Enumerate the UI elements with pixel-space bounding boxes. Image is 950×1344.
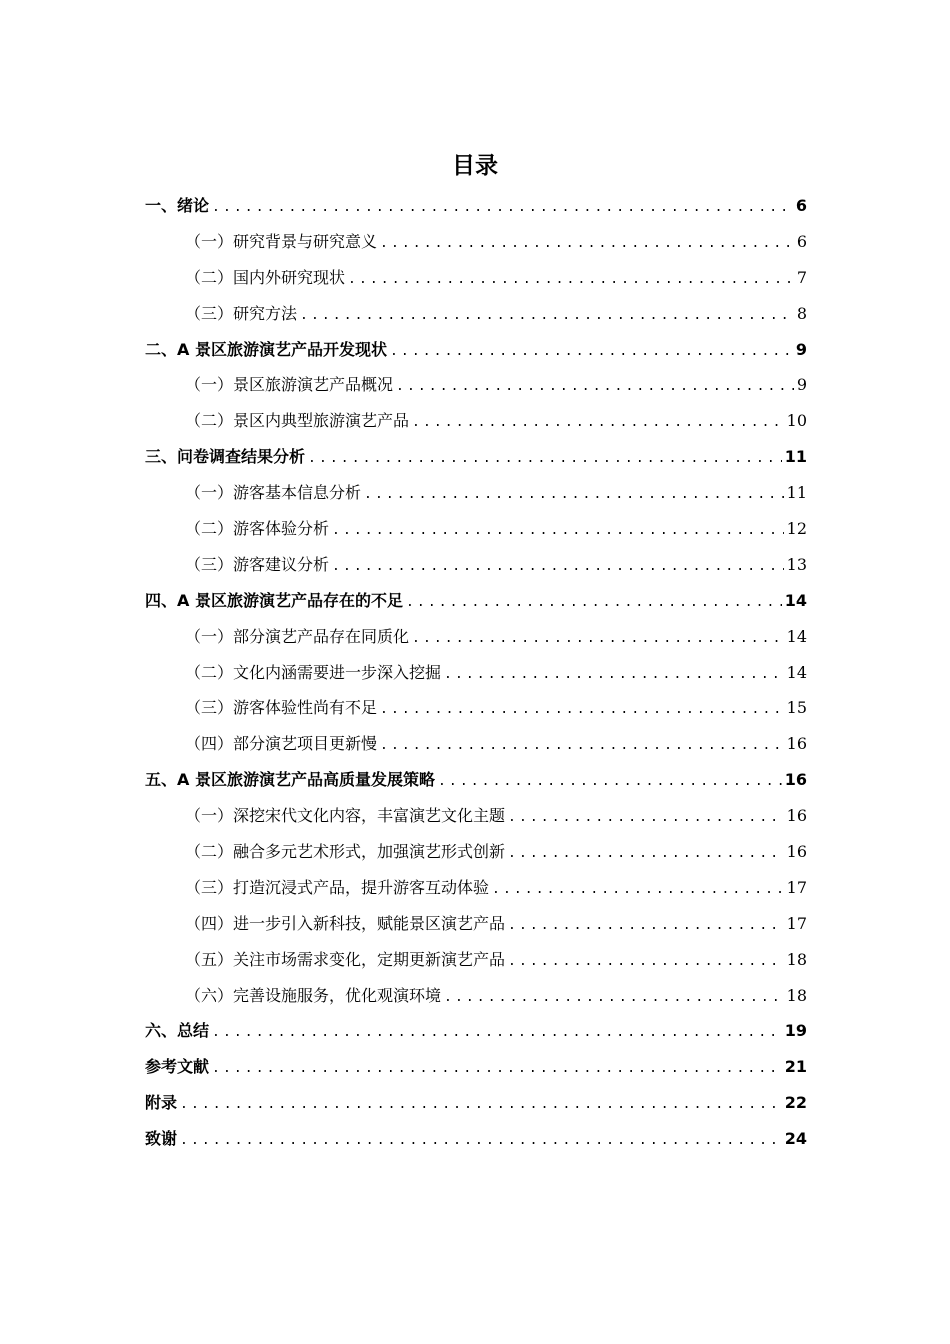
toc-entry-page-number: 14 xyxy=(786,626,807,646)
toc-entry-label: 附录 xyxy=(145,1093,178,1113)
toc-entry-page-number: 17 xyxy=(786,877,807,897)
toc-dot-leader xyxy=(380,226,794,260)
toc-entry-page-number: 8 xyxy=(796,303,807,323)
toc-dot-leader xyxy=(412,621,784,655)
toc-entry-page-number: 16 xyxy=(786,734,807,754)
toc-dot-leader xyxy=(396,369,794,403)
toc-entry[interactable] xyxy=(145,834,807,870)
toc-entry-label: （一）研究背景与研究意义 xyxy=(185,231,378,251)
toc-entry-page-number: 14 xyxy=(784,590,807,610)
toc-dot-leader xyxy=(180,1123,782,1157)
toc-entry[interactable] xyxy=(145,655,807,691)
toc-dot-leader xyxy=(332,549,784,583)
toc-entry-label: （二）融合多元艺术形式，加强演艺形式创新 xyxy=(185,842,506,862)
toc-entry[interactable] xyxy=(145,439,807,475)
toc-entry[interactable] xyxy=(145,583,807,619)
toc-entry[interactable] xyxy=(145,547,807,583)
toc-entry-label: （三）游客建议分析 xyxy=(185,554,330,574)
toc-dot-leader xyxy=(406,585,782,619)
toc-dot-leader xyxy=(212,1051,782,1085)
toc-entry[interactable] xyxy=(145,942,807,978)
toc-dot-leader xyxy=(380,728,784,762)
toc-title: 目录 xyxy=(452,153,498,179)
toc-entry[interactable] xyxy=(145,475,807,511)
toc-dot-leader xyxy=(180,1087,782,1121)
toc-dot-leader xyxy=(380,692,784,726)
toc-entry-page-number: 16 xyxy=(786,806,807,826)
toc-entry-label: 四、A 景区旅游演艺产品存在的不足 xyxy=(145,590,403,610)
toc-entry-label: （五）关注市场需求变化，定期更新演艺产品 xyxy=(185,949,506,969)
toc-entry-page-number: 18 xyxy=(786,949,807,969)
toc-entry-page-number: 19 xyxy=(784,1021,807,1041)
toc-entry-label: 六、总结 xyxy=(145,1021,210,1041)
toc-dot-leader xyxy=(308,441,782,475)
toc-entry-page-number: 9 xyxy=(796,375,807,395)
toc-entry[interactable] xyxy=(145,726,807,762)
toc-dot-leader xyxy=(390,334,793,368)
toc-entry-label: （三）研究方法 xyxy=(185,303,298,323)
toc-entry[interactable] xyxy=(145,690,807,726)
toc-entry-page-number: 7 xyxy=(796,267,807,287)
toc-entry-page-number: 11 xyxy=(784,447,807,467)
toc-entry-page-number: 22 xyxy=(784,1093,807,1113)
toc-entry[interactable] xyxy=(145,1121,807,1157)
toc-entry-page-number: 14 xyxy=(786,662,807,682)
toc-dot-leader xyxy=(492,872,784,906)
toc-dot-leader xyxy=(212,1015,782,1049)
toc-entry[interactable] xyxy=(145,260,807,296)
toc-entry-label: （三）游客体验性尚有不足 xyxy=(185,698,378,718)
toc-entry-page-number: 15 xyxy=(786,698,807,718)
toc-entry-page-number: 21 xyxy=(784,1057,807,1077)
toc-dot-leader xyxy=(508,800,784,834)
toc-dot-leader xyxy=(332,513,784,547)
toc-entry-label: （一）游客基本信息分析 xyxy=(185,483,362,503)
toc-entry-label: （一）深挖宋代文化内容，丰富演艺文化主题 xyxy=(185,806,506,826)
toc-dot-leader xyxy=(212,190,793,224)
toc-entry[interactable] xyxy=(145,367,807,403)
toc-entry[interactable] xyxy=(145,1013,807,1049)
toc-entry-label: （三）打造沉浸式产品，提升游客互动体验 xyxy=(185,877,490,897)
toc-entry[interactable] xyxy=(145,332,807,368)
toc-entry[interactable] xyxy=(145,511,807,547)
toc-entry-label: （四）进一步引入新科技，赋能景区演艺产品 xyxy=(185,913,506,933)
toc-dot-leader xyxy=(508,944,784,978)
toc-dot-leader xyxy=(444,980,784,1014)
toc-entry-label: 一、绪论 xyxy=(145,196,210,215)
toc-dot-leader xyxy=(508,836,784,870)
toc-entry[interactable] xyxy=(145,978,807,1014)
toc-entry-page-number: 17 xyxy=(786,913,807,933)
toc-entry[interactable] xyxy=(145,1085,807,1121)
toc-entry-page-number: 16 xyxy=(784,770,807,790)
toc-dot-leader xyxy=(348,262,794,296)
toc-entry-label: （六）完善设施服务，优化观演环境 xyxy=(185,985,442,1005)
toc-entry-page-number: 12 xyxy=(786,519,807,539)
table-of-contents xyxy=(145,188,807,1157)
toc-entry-label: （二）文化内涵需要进一步深入挖掘 xyxy=(185,662,442,682)
toc-entry[interactable] xyxy=(145,296,807,332)
toc-entry[interactable] xyxy=(145,798,807,834)
toc-entry-label: 参考文献 xyxy=(145,1057,210,1077)
toc-entry-label: （一）景区旅游演艺产品概况 xyxy=(185,375,394,395)
toc-entry-page-number: 6 xyxy=(796,231,807,251)
toc-dot-leader xyxy=(364,477,784,511)
toc-entry-label: （二）国内外研究现状 xyxy=(185,267,346,287)
toc-dot-leader xyxy=(300,298,794,332)
toc-dot-leader xyxy=(508,908,784,942)
toc-entry[interactable] xyxy=(145,1049,807,1085)
toc-entry[interactable] xyxy=(145,403,807,439)
toc-entry-label: 致谢 xyxy=(145,1129,178,1149)
toc-entry[interactable] xyxy=(145,906,807,942)
toc-entry[interactable] xyxy=(145,870,807,906)
toc-entry-label: （一）部分演艺产品存在同质化 xyxy=(185,626,410,646)
toc-entry[interactable] xyxy=(145,224,807,260)
toc-entry-label: （二）景区内典型旅游演艺产品 xyxy=(185,411,410,431)
toc-entry[interactable] xyxy=(145,188,807,224)
toc-entry-page-number: 6 xyxy=(795,196,807,215)
toc-entry-page-number: 24 xyxy=(784,1129,807,1149)
toc-entry-label: （二）游客体验分析 xyxy=(185,519,330,539)
toc-entry[interactable] xyxy=(145,762,807,798)
toc-entry-page-number: 11 xyxy=(786,483,807,503)
toc-entry-page-number: 10 xyxy=(786,411,807,431)
toc-entry-label: 二、A 景区旅游演艺产品开发现状 xyxy=(145,339,387,359)
toc-entry-page-number: 13 xyxy=(786,554,807,574)
toc-entry-label: （四）部分演艺项目更新慢 xyxy=(185,734,378,754)
toc-entry-page-number: 16 xyxy=(786,842,807,862)
toc-entry[interactable] xyxy=(145,619,807,655)
toc-dot-leader xyxy=(444,657,784,691)
toc-entry-page-number: 9 xyxy=(795,339,807,359)
toc-entry-page-number: 18 xyxy=(786,985,807,1005)
toc-dot-leader xyxy=(412,405,784,439)
toc-entry-label: 三、问卷调查结果分析 xyxy=(145,447,306,467)
toc-dot-leader xyxy=(438,764,782,798)
toc-entry-label: 五、A 景区旅游演艺产品高质量发展策略 xyxy=(145,770,435,790)
